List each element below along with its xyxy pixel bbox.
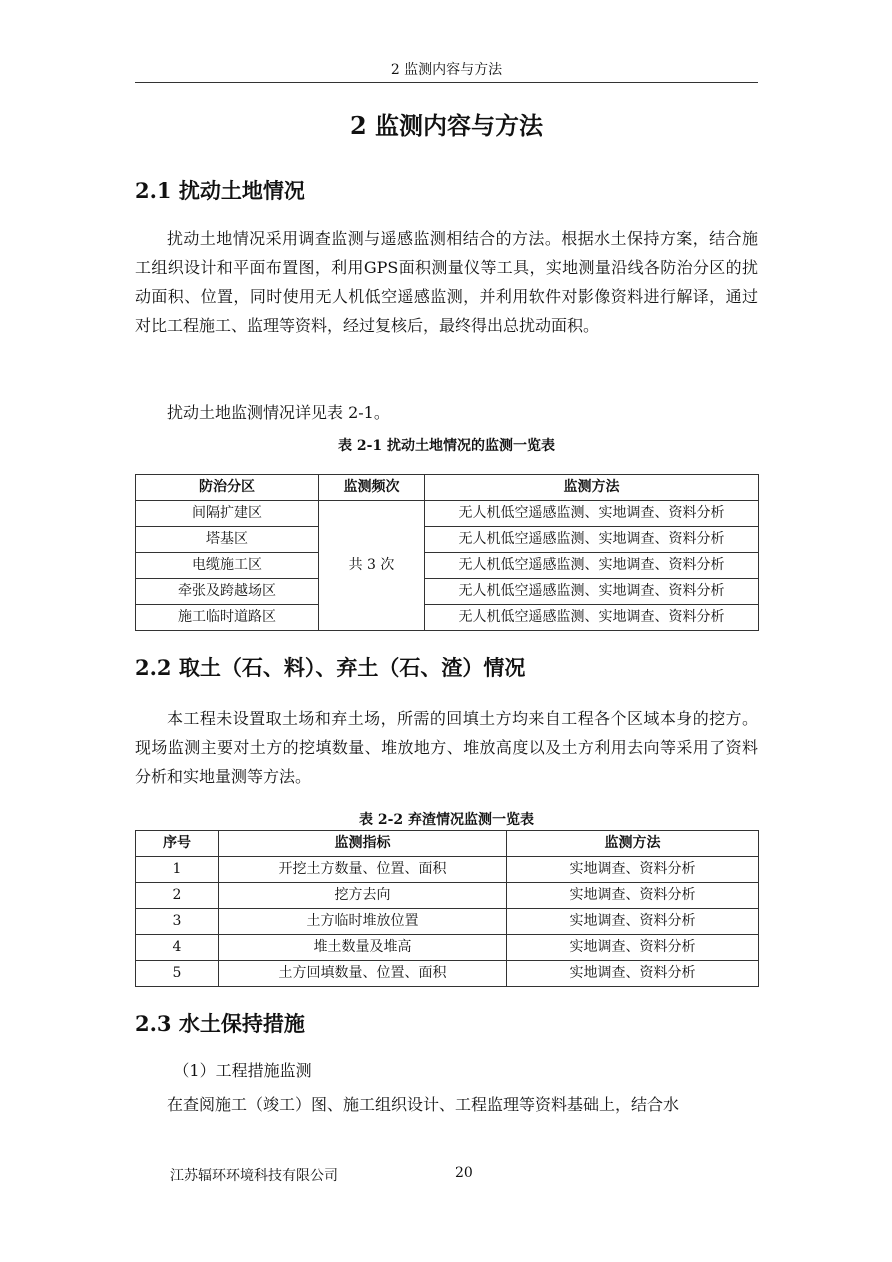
table-row — [136, 935, 759, 961]
zone-cell: 牵张及跨越场区 — [136, 579, 319, 605]
section-2-3-paragraph: 在查阅施工（竣工）图、施工组织设计、工程监理等资料基础上，结合水 — [167, 1095, 680, 1114]
running-header: 2 监测内容与方法 — [390, 62, 503, 78]
indicator-cell: 开挖土方数量、位置、面积 — [219, 857, 507, 883]
zone-cell: 施工临时道路区 — [136, 605, 319, 631]
indicator-cell: 土方回填数量、位置、面积 — [219, 961, 507, 987]
header-divider — [135, 82, 758, 83]
method-cell: 实地调查、资料分析 — [507, 935, 759, 961]
table-row — [136, 909, 759, 935]
page-number: 20 — [455, 1165, 473, 1181]
table-header-cell: 监测方法 — [507, 831, 759, 857]
table-2-1 — [135, 474, 759, 631]
index-cell: 1 — [136, 857, 219, 883]
table-2-2-caption: 表 2-2 弃渣情况监测一览表 — [358, 812, 535, 828]
table-header-cell: 防治分区 — [136, 475, 319, 501]
table-header-cell: 监测方法 — [425, 475, 759, 501]
subsection-engineering-measures: （1）工程措施监测 — [173, 1061, 312, 1080]
table-header-cell: 监测指标 — [219, 831, 507, 857]
indicator-cell: 堆土数量及堆高 — [219, 935, 507, 961]
table-header-cell: 序号 — [136, 831, 219, 857]
zone-cell: 间隔扩建区 — [136, 501, 319, 527]
table-2-1-caption: 表 2-1 扰动土地情况的监测一览表 — [337, 438, 556, 454]
zone-cell: 电缆施工区 — [136, 553, 319, 579]
chapter-title: 2 监测内容与方法 — [349, 111, 544, 140]
table-row — [136, 553, 759, 579]
table-row — [136, 857, 759, 883]
section-2-2-paragraph: 本工程未设置取土场和弃土场，所需的回填土方均来自工程各个区域本身的挖方。现场监测主要对土方的挖填数量、堆放地方、堆放高度以及土方利用去向等采用了资料分析和实地量测等方法。 — [135, 709, 758, 786]
method-cell: 无人机低空遥感监测、实地调查、资料分析 — [425, 501, 759, 527]
frequency-cell: 共 3 次 — [319, 501, 425, 631]
table-header-cell: 监测频次 — [319, 475, 425, 501]
method-cell: 实地调查、资料分析 — [507, 909, 759, 935]
method-cell: 无人机低空遥感监测、实地调查、资料分析 — [425, 527, 759, 553]
table-row — [136, 883, 759, 909]
table-header-row — [136, 475, 759, 501]
index-cell: 5 — [136, 961, 219, 987]
section-2-1-paragraph: 扰动土地情况采用调查监测与遥感监测相结合的方法。根据水土保持方案，结合施工组织设计和平面布置图，利用GPS面积测量仪等工具，实地测量沿线各防治分区的扰动面积、位置，同时使用无人机低空遥感监测，并利用软件对影像资料进行解译，通过对比工程施工、监理等资料，经过复核后，最终得出总扰动面积。 — [135, 229, 758, 335]
method-cell: 无人机低空遥感监测、实地调查、资料分析 — [425, 579, 759, 605]
table-row — [136, 961, 759, 987]
table-2-2 — [135, 830, 759, 987]
index-cell: 4 — [136, 935, 219, 961]
section-2-1-title: 2.1 扰动土地情况 — [135, 178, 305, 203]
method-cell: 无人机低空遥感监测、实地调查、资料分析 — [425, 605, 759, 631]
table-row — [136, 605, 759, 631]
index-cell: 3 — [136, 909, 219, 935]
method-cell: 实地调查、资料分析 — [507, 883, 759, 909]
method-cell: 实地调查、资料分析 — [507, 857, 759, 883]
table-row — [136, 527, 759, 553]
method-cell: 实地调查、资料分析 — [507, 961, 759, 987]
indicator-cell: 土方临时堆放位置 — [219, 909, 507, 935]
section-2-3-title: 2.3 水土保持措施 — [135, 1011, 305, 1036]
footer-company-name: 江苏辐环环境科技有限公司 — [170, 1168, 338, 1184]
table-header-row — [136, 831, 759, 857]
zone-cell: 塔基区 — [136, 527, 319, 553]
table-row — [136, 579, 759, 605]
section-2-1-paragraph-ref: 扰动土地监测情况详见表 2-1。 — [167, 403, 390, 422]
method-cell: 无人机低空遥感监测、实地调查、资料分析 — [425, 553, 759, 579]
indicator-cell: 挖方去向 — [219, 883, 507, 909]
section-2-2-title: 2.2 取土（石、料）、弃土（石、渣）情况 — [135, 655, 526, 680]
index-cell: 2 — [136, 883, 219, 909]
table-row — [136, 501, 759, 527]
